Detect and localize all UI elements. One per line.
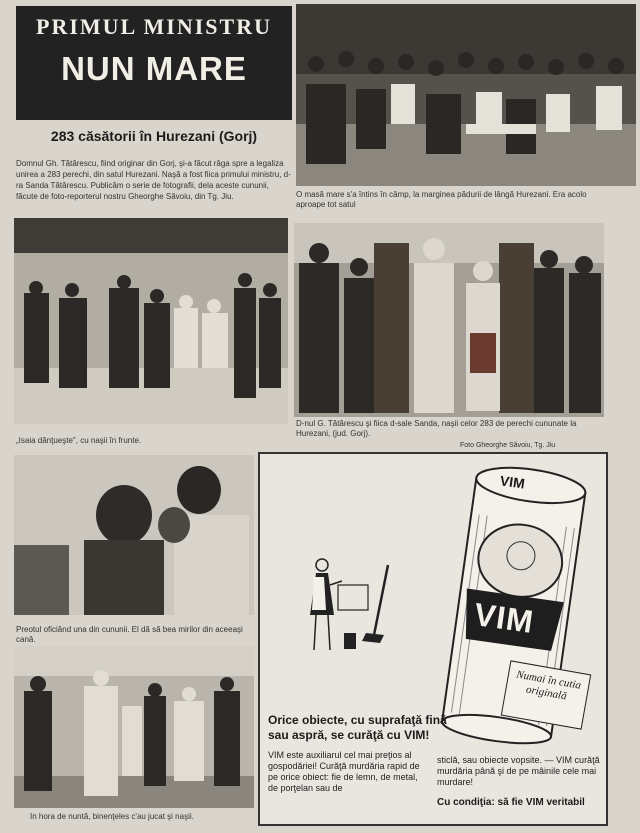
photo-dance (14, 218, 288, 424)
article-subtitle: 283 căsătorii în Hurezani (Gorj) (50, 128, 258, 144)
photo-priest (14, 455, 254, 615)
headline-box (16, 6, 292, 120)
ad-headline: Orice obiecte, cu suprafaţă fină sau aspră, se curăţă cu VIM! (268, 713, 447, 742)
caption-priest: Preotul oficiând una din cununii. El dă să bea mirilor din aceeaşi cană. (16, 625, 243, 644)
ad-condition: Cu condiţia: să fie VIM veritabil (437, 797, 585, 808)
photo-credit: Foto Gheorghe Săvoiu, Tg. Jiu (460, 442, 556, 449)
ad-text-column-2: sticlă, sau obiecte vopsite. — VIM curăţă murdăria până şi de pe mâinile cele mai murdare! (437, 755, 600, 787)
article-intro: Domnul Gh. Tătărescu, fiind originar din Gorj, şi-a făcut râga spre a legaliza unirea a 283 perechi, din satul Hurezani. Naşă a fost fiica primului ministru, d-ra Sanda Tătărescu. Publicăm o serie de fotografii, dela aceste cununii, făcute de foto-reporterul nostru Gheorghe Săvoiu, din Tg. Jiu. (16, 159, 291, 201)
caption-couple: D-nul G. Tătărescu şi fiica d-sale Sanda, naşii celor 283 de perechi cununate la Hurezani, (jud. Gorj). (296, 419, 577, 438)
vim-can-brand-top: VIM (499, 472, 526, 492)
cleaning-woman-illustration (300, 555, 410, 660)
headline-line-2: NUN MARE (61, 50, 247, 87)
photo-hora (14, 646, 254, 808)
caption-hora: In hora de nuntă, binenţeles c'au jucat şi naşii. (30, 812, 194, 821)
photo-couple (294, 223, 604, 417)
caption-feast: O masă mare s'a întins în câmp, la marginea pădurii de lângă Hurezani. Era acolo aproape tot satul (296, 190, 587, 209)
original-box-tag: Numai în cutia originală (501, 660, 591, 729)
headline-line-1: PRIMUL MINISTRU (36, 14, 272, 39)
photo-feast (296, 4, 636, 186)
vim-can-brand-main: VIM (471, 596, 537, 640)
caption-dance: „Isaia dănţueşte", cu naşii în frunte. (16, 436, 142, 445)
ad-text-column-1: VIM este auxiliarul cel mai preţios al gospodăriei! Curăţă murdăria rapid de pe orice obiect: fie de lemn, de metal, de porţelan sau de (268, 750, 420, 793)
